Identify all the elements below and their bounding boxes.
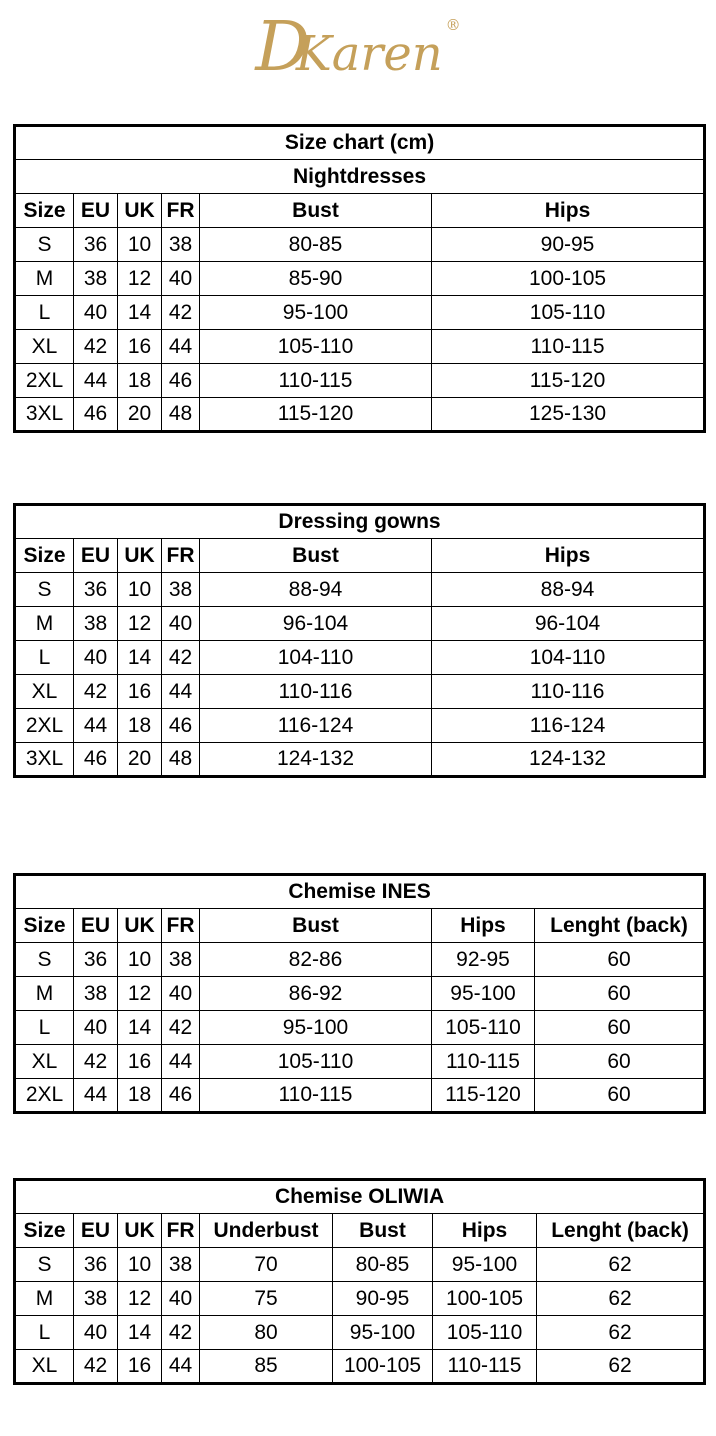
brand-logo <box>255 6 460 96</box>
dressing-gowns-size-table <box>13 503 706 778</box>
size-cell: 36 <box>74 943 118 977</box>
table-title: Chemise OLIWIA <box>15 1180 705 1214</box>
size-cell: S <box>15 943 74 977</box>
size-cell: 44 <box>162 1045 200 1079</box>
size-cell: 10 <box>118 228 162 262</box>
column-header-row <box>15 1214 705 1248</box>
column-header-underbust: Underbust <box>200 1214 333 1248</box>
size-cell: 2XL <box>15 364 74 398</box>
size-cell: 10 <box>118 1248 162 1282</box>
size-cell: 95-100 <box>432 977 535 1011</box>
size-cell: 44 <box>74 1079 118 1113</box>
size-row-s <box>15 228 705 262</box>
size-cell: 60 <box>535 1045 705 1079</box>
column-header-fr: FR <box>162 194 200 228</box>
size-cell: 110-115 <box>200 1079 432 1113</box>
size-cell: 110-115 <box>432 330 705 364</box>
size-cell: 46 <box>162 364 200 398</box>
size-cell: M <box>15 262 74 296</box>
size-cell: 18 <box>118 1079 162 1113</box>
size-cell: 116-124 <box>432 709 705 743</box>
column-header-hips: Hips <box>432 194 705 228</box>
size-cell: 36 <box>74 228 118 262</box>
size-cell: 44 <box>162 675 200 709</box>
size-cell: 40 <box>162 1282 200 1316</box>
size-cell: 105-110 <box>433 1316 537 1350</box>
size-chart-title: Size chart (cm) <box>15 126 705 160</box>
size-cell: 20 <box>118 398 162 432</box>
size-cell: 12 <box>118 607 162 641</box>
size-cell: 40 <box>74 1316 118 1350</box>
size-cell: 75 <box>200 1282 333 1316</box>
column-header-row <box>15 909 705 943</box>
size-row-l <box>15 1316 705 1350</box>
size-cell: 88-94 <box>432 573 705 607</box>
size-row-2xl <box>15 1079 705 1113</box>
column-header-bust: Bust <box>333 1214 433 1248</box>
size-cell: 16 <box>118 675 162 709</box>
size-cell: S <box>15 228 74 262</box>
size-cell: XL <box>15 675 74 709</box>
size-cell: L <box>15 1316 74 1350</box>
column-header-uk: UK <box>118 539 162 573</box>
column-header-row <box>15 194 705 228</box>
size-cell: 124-132 <box>432 743 705 777</box>
size-cell: 38 <box>162 1248 200 1282</box>
size-cell: 2XL <box>15 709 74 743</box>
size-row-m <box>15 977 705 1011</box>
page-header <box>0 0 716 124</box>
size-cell: 86-92 <box>200 977 432 1011</box>
size-row-xl <box>15 1350 705 1384</box>
size-cell: 42 <box>162 1316 200 1350</box>
size-cell: 95-100 <box>333 1316 433 1350</box>
size-cell: 95-100 <box>200 296 432 330</box>
size-row-m <box>15 607 705 641</box>
size-cell: L <box>15 641 74 675</box>
size-row-s <box>15 1248 705 1282</box>
size-cell: 110-116 <box>432 675 705 709</box>
size-cell: 48 <box>162 743 200 777</box>
size-cell: 115-120 <box>432 364 705 398</box>
size-cell: 42 <box>162 1011 200 1045</box>
size-cell: 36 <box>74 573 118 607</box>
size-cell: 80-85 <box>200 228 432 262</box>
size-cell: 14 <box>118 641 162 675</box>
size-cell: 12 <box>118 262 162 296</box>
column-header-bust: Bust <box>200 194 432 228</box>
column-header-lenght-back: Lenght (back) <box>537 1214 705 1248</box>
size-cell: 44 <box>162 330 200 364</box>
column-header-size: Size <box>15 1214 74 1248</box>
size-row-2xl <box>15 364 705 398</box>
size-cell: 12 <box>118 1282 162 1316</box>
size-row-m <box>15 1282 705 1316</box>
size-cell: 110-115 <box>432 1045 535 1079</box>
size-cell: 3XL <box>15 743 74 777</box>
size-cell: 38 <box>162 228 200 262</box>
size-row-xl <box>15 675 705 709</box>
size-cell: 70 <box>200 1248 333 1282</box>
table-title-row <box>15 505 705 539</box>
table-title-row <box>15 875 705 909</box>
size-cell: M <box>15 1282 74 1316</box>
column-header-hips: Hips <box>432 539 705 573</box>
size-cell: 62 <box>537 1350 705 1384</box>
size-cell: 110-115 <box>200 364 432 398</box>
size-cell: 40 <box>162 607 200 641</box>
size-cell: 85-90 <box>200 262 432 296</box>
size-cell: 105-110 <box>432 296 705 330</box>
size-cell: 105-110 <box>200 330 432 364</box>
size-row-xl <box>15 1045 705 1079</box>
size-cell: XL <box>15 330 74 364</box>
size-cell: L <box>15 1011 74 1045</box>
size-cell: 124-132 <box>200 743 432 777</box>
column-header-size: Size <box>15 194 74 228</box>
size-cell: 42 <box>74 675 118 709</box>
size-cell: 62 <box>537 1282 705 1316</box>
size-cell: 18 <box>118 709 162 743</box>
size-cell: 42 <box>162 641 200 675</box>
size-cell: 38 <box>74 607 118 641</box>
column-header-hips: Hips <box>432 909 535 943</box>
size-cell: 80-85 <box>333 1248 433 1282</box>
size-cell: 90-95 <box>432 228 705 262</box>
column-header-fr: FR <box>162 539 200 573</box>
size-cell: 42 <box>74 330 118 364</box>
size-row-3xl <box>15 398 705 432</box>
size-cell: 104-110 <box>432 641 705 675</box>
size-cell: S <box>15 1248 74 1282</box>
size-cell: 42 <box>162 296 200 330</box>
size-cell: 96-104 <box>200 607 432 641</box>
size-cell: 62 <box>537 1316 705 1350</box>
column-header-bust: Bust <box>200 539 432 573</box>
column-header-uk: UK <box>118 1214 162 1248</box>
brand-logo-initial: D <box>255 8 306 87</box>
size-cell: 44 <box>162 1350 200 1384</box>
size-cell: 110-116 <box>200 675 432 709</box>
size-cell: 90-95 <box>333 1282 433 1316</box>
table-title: Dressing gowns <box>15 505 705 539</box>
size-cell: 16 <box>118 1045 162 1079</box>
size-cell: 3XL <box>15 398 74 432</box>
size-cell: 42 <box>74 1350 118 1384</box>
size-cell: 95-100 <box>433 1248 537 1282</box>
column-header-hips: Hips <box>433 1214 537 1248</box>
column-header-size: Size <box>15 539 74 573</box>
table-title: Chemise INES <box>15 875 705 909</box>
size-cell: XL <box>15 1350 74 1384</box>
column-header-row <box>15 539 705 573</box>
size-cell: 62 <box>537 1248 705 1282</box>
size-row-l <box>15 1011 705 1045</box>
column-header-eu: EU <box>74 539 118 573</box>
size-cell: 88-94 <box>200 573 432 607</box>
size-cell: 60 <box>535 1079 705 1113</box>
size-cell: 10 <box>118 573 162 607</box>
size-cell: 100-105 <box>433 1282 537 1316</box>
table-title: Nightdresses <box>15 160 705 194</box>
size-cell: 12 <box>118 977 162 1011</box>
size-cell: 44 <box>74 364 118 398</box>
column-header-uk: UK <box>118 909 162 943</box>
size-cell: 46 <box>74 743 118 777</box>
size-cell: L <box>15 296 74 330</box>
size-cell: S <box>15 573 74 607</box>
size-cell: 10 <box>118 943 162 977</box>
size-row-2xl <box>15 709 705 743</box>
size-cell: XL <box>15 1045 74 1079</box>
size-cell: 14 <box>118 1316 162 1350</box>
column-header-eu: EU <box>74 909 118 943</box>
size-cell: 95-100 <box>200 1011 432 1045</box>
size-cell: 44 <box>74 709 118 743</box>
size-cell: M <box>15 977 74 1011</box>
size-cell: 16 <box>118 330 162 364</box>
column-header-fr: FR <box>162 1214 200 1248</box>
size-cell: 40 <box>74 296 118 330</box>
size-cell: 80 <box>200 1316 333 1350</box>
size-cell: 85 <box>200 1350 333 1384</box>
size-cell: 40 <box>162 977 200 1011</box>
size-cell: 100-105 <box>432 262 705 296</box>
size-cell: 40 <box>74 641 118 675</box>
table-title-row <box>15 1180 705 1214</box>
size-row-3xl <box>15 743 705 777</box>
size-cell: 40 <box>162 262 200 296</box>
column-header-size: Size <box>15 909 74 943</box>
size-cell: 92-95 <box>432 943 535 977</box>
size-cell: 38 <box>74 262 118 296</box>
size-cell: 14 <box>118 1011 162 1045</box>
size-cell: 2XL <box>15 1079 74 1113</box>
size-cell: 38 <box>74 977 118 1011</box>
size-cell: 105-110 <box>432 1011 535 1045</box>
size-cell: 46 <box>162 1079 200 1113</box>
size-cell: 105-110 <box>200 1045 432 1079</box>
size-cell: 82-86 <box>200 943 432 977</box>
size-cell: 40 <box>74 1011 118 1045</box>
chemise-ines-size-table <box>13 873 706 1114</box>
size-cell: 115-120 <box>432 1079 535 1113</box>
size-chart-title-row <box>15 126 705 160</box>
size-charts-container <box>0 124 716 1385</box>
size-row-l <box>15 641 705 675</box>
size-cell: 42 <box>74 1045 118 1079</box>
chemise-oliwia-size-table <box>13 1178 706 1385</box>
nightdresses-size-table <box>13 124 706 433</box>
column-header-eu: EU <box>74 1214 118 1248</box>
size-cell: 38 <box>74 1282 118 1316</box>
size-cell: 20 <box>118 743 162 777</box>
column-header-uk: UK <box>118 194 162 228</box>
size-cell: 110-115 <box>433 1350 537 1384</box>
size-cell: 60 <box>535 943 705 977</box>
brand-logo-text: Karen <box>295 26 443 82</box>
size-cell: 125-130 <box>432 398 705 432</box>
column-header-eu: EU <box>74 194 118 228</box>
size-cell: 60 <box>535 977 705 1011</box>
size-cell: 38 <box>162 943 200 977</box>
size-cell: 104-110 <box>200 641 432 675</box>
size-row-s <box>15 943 705 977</box>
column-header-bust: Bust <box>200 909 432 943</box>
column-header-lenght-back: Lenght (back) <box>535 909 705 943</box>
size-cell: 46 <box>162 709 200 743</box>
column-header-fr: FR <box>162 909 200 943</box>
table-title-row <box>15 160 705 194</box>
size-row-l <box>15 296 705 330</box>
size-cell: 14 <box>118 296 162 330</box>
size-cell: 115-120 <box>200 398 432 432</box>
size-row-m <box>15 262 705 296</box>
size-cell: 18 <box>118 364 162 398</box>
size-row-xl <box>15 330 705 364</box>
size-cell: M <box>15 607 74 641</box>
size-cell: 116-124 <box>200 709 432 743</box>
size-cell: 96-104 <box>432 607 705 641</box>
registered-trademark-icon: ® <box>445 16 461 34</box>
size-row-s <box>15 573 705 607</box>
size-cell: 46 <box>74 398 118 432</box>
size-cell: 16 <box>118 1350 162 1384</box>
size-cell: 38 <box>162 573 200 607</box>
size-cell: 48 <box>162 398 200 432</box>
size-cell: 36 <box>74 1248 118 1282</box>
size-cell: 60 <box>535 1011 705 1045</box>
size-cell: 100-105 <box>333 1350 433 1384</box>
